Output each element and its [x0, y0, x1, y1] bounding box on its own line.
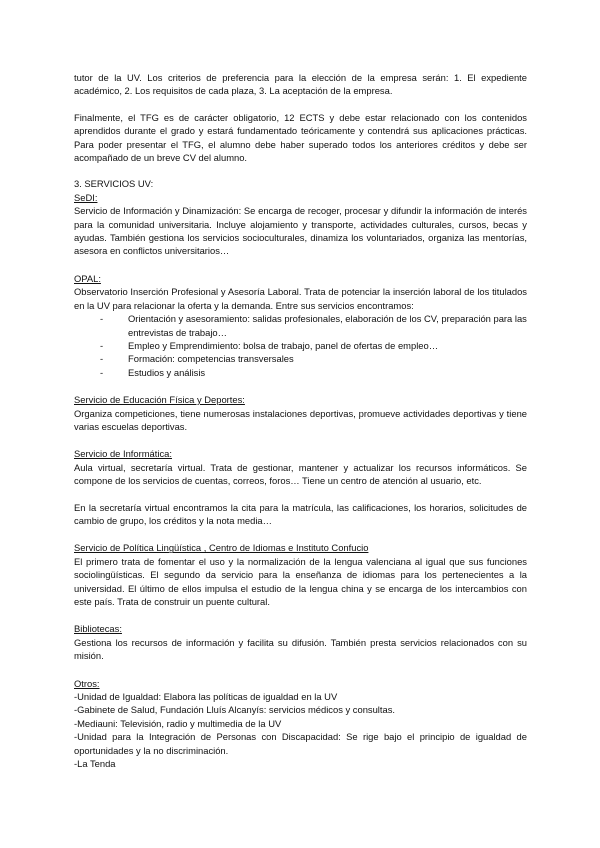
document-page — [74, 71, 527, 770]
list-item: -Unidad para la Integración de Personas con Discapacidad: Se rige bajo el principio de igualdad de oportunidades y la no discriminación. — [74, 731, 527, 756]
list-item: - Empleo y Emprendimiento: bolsa de trabajo, panel de ofertas de empleo… — [100, 339, 527, 352]
list-item: -La Tenda — [74, 758, 116, 770]
list-item: -Gabinete de Salud, Fundación Lluís Alcanyís: servicios médicos y consultas. — [74, 704, 395, 716]
otros-heading: Otros: — [74, 677, 100, 689]
deportes-text: Organiza competiciones, tiene numerosas instalaciones deportivas, promueve actividades deportivas y tiene varias escuelas deportivas. — [74, 407, 527, 432]
informatica-text: Aula virtual, secretaría virtual. Trata de gestionar, mantener y actualizar los recursos informáticos. Se compone de los servicios de cuentas, correos, foros… Tiene un centro de atención al usuario, etc. — [74, 461, 527, 487]
opal-list — [74, 312, 527, 379]
opal-text: Observatorio Inserción Profesional y Asesoría Laboral. Trata de potenciar la inserción laboral de los titulados en la UV para relacionar la oferta y la demanda. Entre sus servicios encontramos: — [74, 286, 527, 311]
list-item: - Formación: competencias transversales — [100, 352, 527, 365]
informatica-heading: Servicio de Informática: — [74, 448, 172, 460]
deportes-heading: Servicio de Educación Física y Deportes: — [74, 394, 245, 406]
intro-paragraph-2: Finalmente, el TFG es de carácter obligatorio, 12 ECTS y debe estar relacionado con los contenidos aprendidos durante el grado y estará fundamentado teóricamente y contendrá sus aplicaciones prácticas. Para poder presentar el TFG, el alumno debe haber superado todos los anteriores créditos y debe ser acompañado de un breve CV del alumno. — [74, 111, 527, 164]
sedi-text: Servicio de Información y Dinamización: Se encarga de recoger, procesar y difundir la información de interés para la comunidad universitaria. Incluye alojamiento y transporte, actividades culturales, cursos, becas y ayudas. También gestiona los servicios socioculturales, dinamiza los voluntariados, organiza las mentorías, asesora en conflictos universitarios… — [74, 205, 527, 257]
bibliotecas-heading: Bibliotecas: — [74, 623, 122, 635]
list-item: - Orientación y asesoramiento: salidas profesionales, elaboración de los CV, preparación para las entrevistas de trabajo… — [100, 312, 527, 339]
opal-heading: OPAL: — [74, 272, 101, 284]
informatica-text-2: En la secretaría virtual encontramos la cita para la matrícula, las calificaciones, los horarios, solicitudes de cambio de grupo, los créditos y la nota media… — [74, 501, 527, 526]
linguistica-text: El primero trata de fomentar el uso y la normalización de la lengua valenciana al igual que sus funciones sociolingüísticas. El segundo da servicio para la enseñanza de idiomas para los pertenecientes a la universidad. El último de ellos impulsa el estudio de la lengua china y se encarga de los intercambios con este país. Trata de construir un puente cultural. — [74, 555, 527, 607]
list-item: - Estudios y análisis — [100, 366, 527, 379]
list-item: -Unidad de Igualdad: Elabora las políticas de igualdad en la UV — [74, 691, 338, 703]
list-item: -Mediauni: Televisión, radio y multimedia de la UV — [74, 717, 282, 729]
bibliotecas-text: Gestiona los recursos de información y facilita su difusión. También presta servicios relacionados con su misión. — [74, 636, 527, 662]
linguistica-heading: Servicio de Política Lingüística , Centro de Idiomas e Instituto Confucio — [74, 542, 369, 554]
sedi-heading: SeDI: — [74, 191, 98, 203]
intro-paragraph-1: tutor de la UV. Los criterios de preferencia para la elección de la empresa serán: 1. El expediente académico, 2. Los requisitos de cada plaza, 3. La aceptación de la empresa. — [74, 72, 527, 97]
section-title: 3. SERVICIOS UV: — [74, 178, 154, 190]
